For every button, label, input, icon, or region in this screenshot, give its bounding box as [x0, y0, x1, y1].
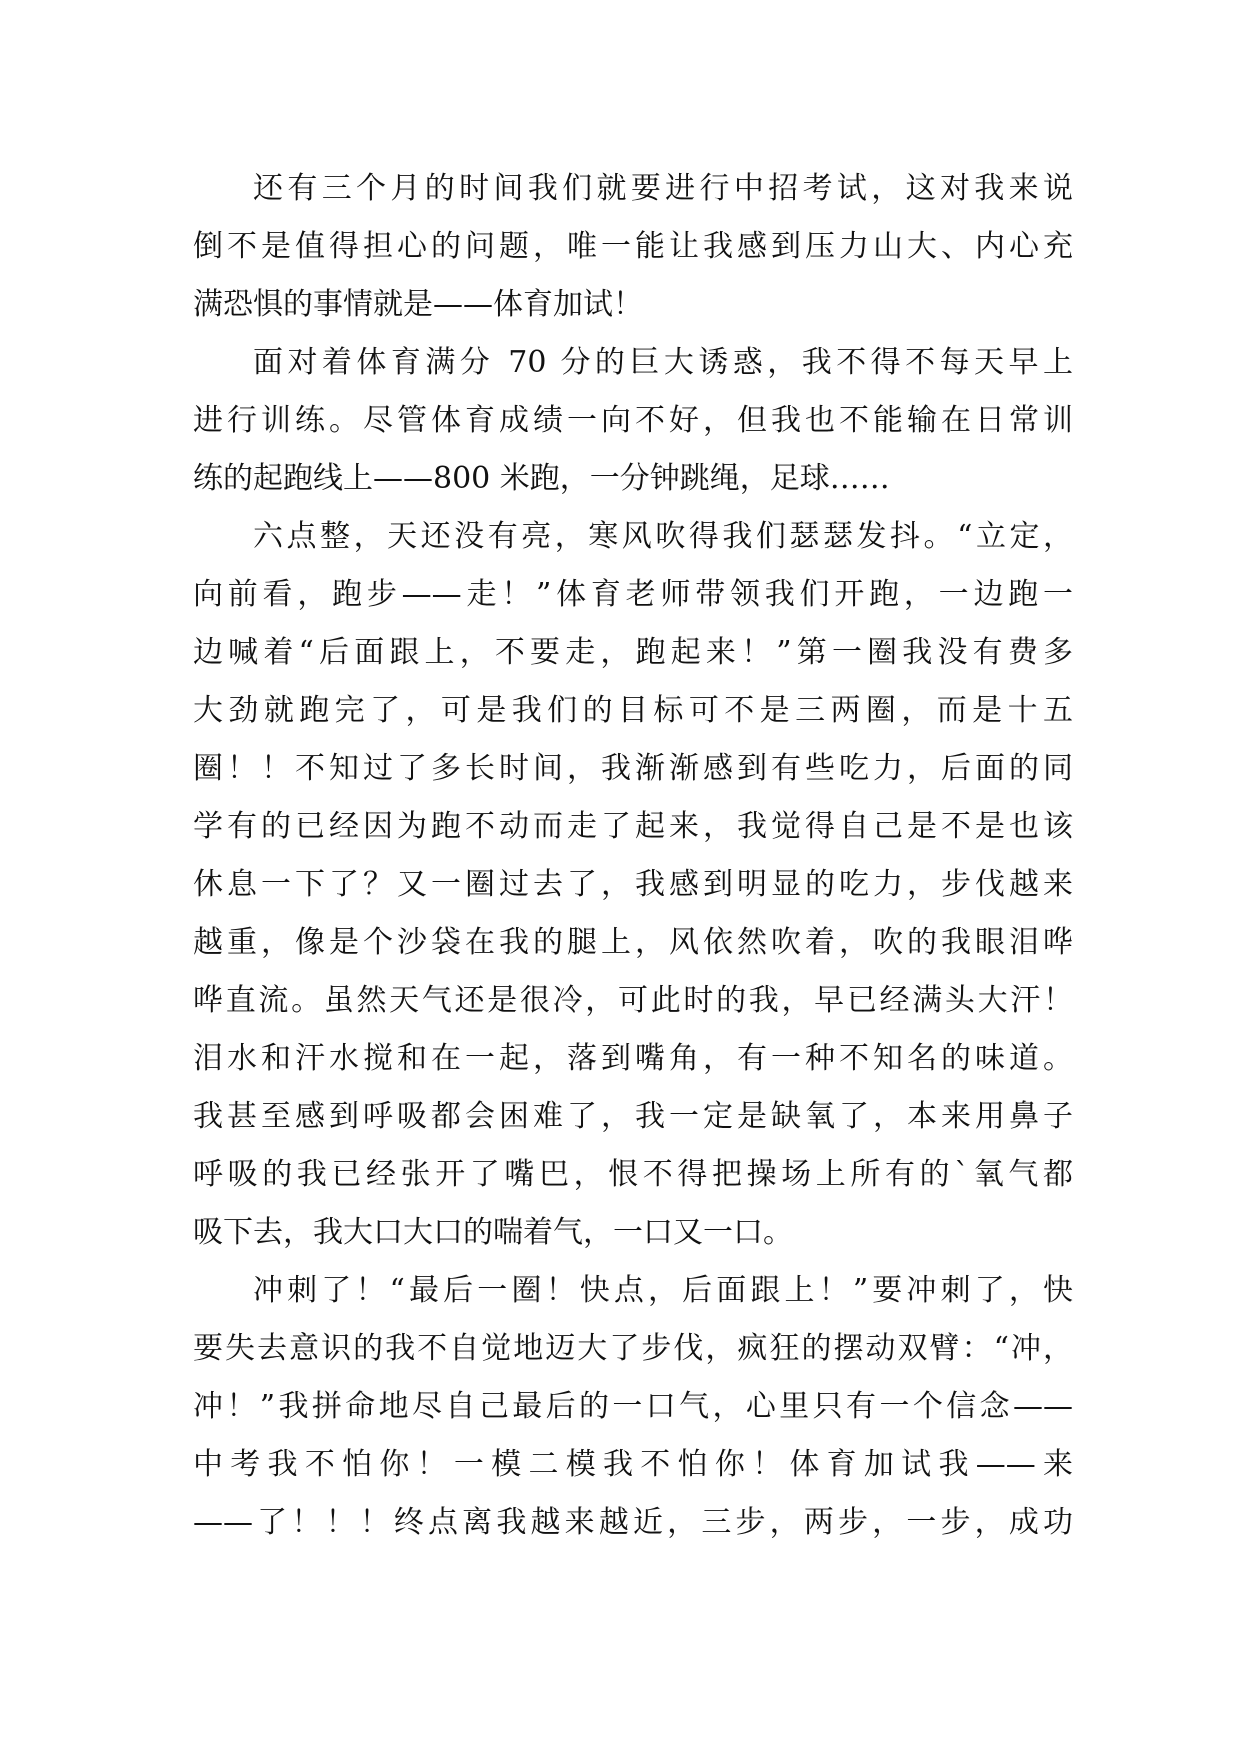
paragraph-line: 我甚至感到呼吸都会困难了，我一定是缺氧了，本来用鼻子	[193, 1099, 1073, 1134]
paragraph-line: 休息一下了？又一圈过去了，我感到明显的吃力，步伐越来	[193, 867, 1073, 902]
paragraph-line: 吸下去，我大口大口的喘着气，一口又一口。	[193, 1215, 793, 1250]
paragraph-line: 哗直流。虽然天气还是很冷，可此时的我，早已经满头大汗！	[193, 983, 1073, 1018]
paragraph-line: 冲刺了！“最后一圈！快点，后面跟上！”要冲刺了，快	[253, 1273, 1073, 1308]
paragraph-line: 大劲就跑完了，可是我们的目标可不是三两圈，而是十五	[193, 693, 1073, 728]
paragraph-line: 学有的已经因为跑不动而走了起来，我觉得自己是不是也该	[193, 809, 1073, 844]
paragraph-line: 练的起跑线上——800 米跑，一分钟跳绳，足球……	[193, 461, 890, 496]
paragraph-line: 要失去意识的我不自觉地迈大了步伐，疯狂的摆动双臂：“冲，	[193, 1331, 1073, 1366]
paragraph-line: 满恐惧的事情就是——体育加试！	[193, 287, 643, 322]
paragraph-line: ——了！！！终点离我越来越近，三步，两步，一步，成功	[193, 1505, 1073, 1540]
paragraph-line: 中考我不怕你！一模二模我不怕你！体育加试我——来	[193, 1447, 1073, 1482]
paragraph-line: 圈！！不知过了多长时间，我渐渐感到有些吃力，后面的同	[193, 751, 1073, 786]
paragraph-line: 边喊着“后面跟上，不要走，跑起来！”第一圈我没有费多	[193, 635, 1073, 670]
paragraph-line: 冲！”我拼命地尽自己最后的一口气，心里只有一个信念——	[193, 1389, 1073, 1424]
paragraph-line: 倒不是值得担心的问题，唯一能让我感到压力山大、内心充	[193, 229, 1073, 264]
paragraph-line: 面对着体育满分 70 分的巨大诱惑，我不得不每天早上	[253, 345, 1073, 380]
essay-body	[193, 160, 1073, 1552]
paragraph-line: 还有三个月的时间我们就要进行中招考试，这对我来说	[253, 171, 1073, 206]
paragraph-line: 越重，像是个沙袋在我的腿上，风依然吹着，吹的我眼泪哗	[193, 925, 1073, 960]
paragraph-line: 进行训练。尽管体育成绩一向不好，但我也不能输在日常训	[193, 403, 1073, 438]
paragraph-line: 六点整，天还没有亮，寒风吹得我们瑟瑟发抖。“立定，	[253, 519, 1073, 554]
paragraph-line: 泪水和汗水搅和在一起，落到嘴角，有一种不知名的味道。	[193, 1041, 1073, 1076]
paragraph-line: 向前看，跑步——走！”体育老师带领我们开跑，一边跑一	[193, 577, 1073, 612]
paragraph-line: 呼吸的我已经张开了嘴巴，恨不得把操场上所有的`氧气都	[193, 1157, 1073, 1192]
